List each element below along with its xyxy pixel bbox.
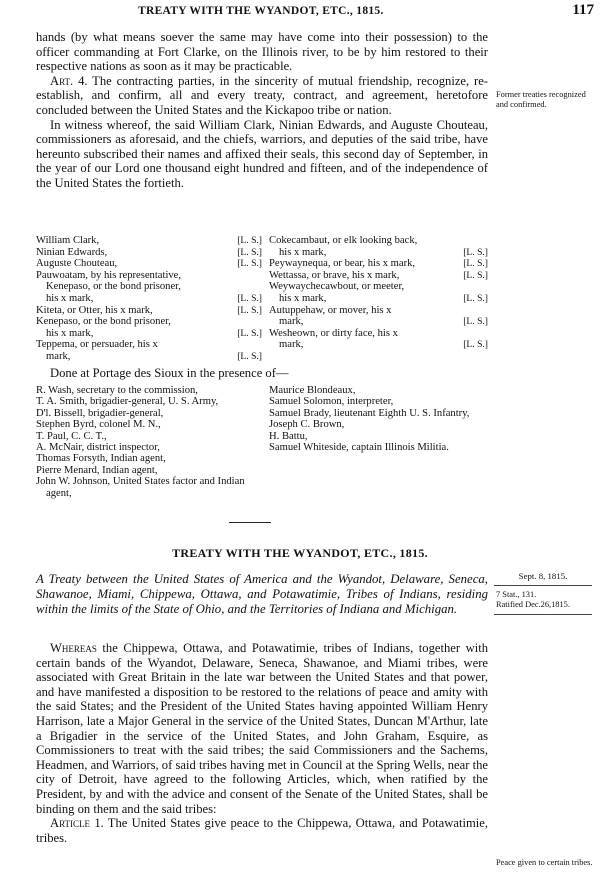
witness-entry: Samuel Brady, lieutenant Eighth U. S. Infantry, [269,407,470,419]
main-column-top [36,30,488,191]
witness-entry: Stephen Byrd, colonel M. N., [36,419,161,431]
article-1-label: Article 1. [50,816,104,831]
whereas-text: the Chippewa, Ottawa, and Potawatimie, tribes of Indians, together with certain bands of the Wyandot, Delaware, Seneca, Shawanoe, and Miami tribes, were associated with Great Britain in the late war between the United States and that power, and have manifested a disposition to be restored to the relations of peace and amity with the said States; and the President of the United States having appointed William Henry Harrison, late a Major General in the service of the United States, Duncan M'Arthur, late a Brigadier in the service of the United States, and John Graham, Esquire, as Commissioners to treat with the said tribes; the said Commissioners and the Sachems, Headmen, and Warriors, of said tribes having met in Council at the Spring Wells, near the city of Detroit, have agreed to the following Articles, which, when ratified by the President, by and with the advice and consent of the Senate of the United States, shall be binding on them and the said tribes: [36,641,488,816]
signature-entry [36,235,262,247]
witness-entry: Samuel Solomon, interpreter, [269,396,394,408]
witness-entry: R. Wash, secretary to the commission, [36,385,198,396]
signature-entry [269,328,488,351]
treaty-intro-block [36,572,488,616]
margin-note-stat: 7 Stat., 131. [496,590,537,599]
seal-mark: [L. S.] [463,316,488,328]
signature-entry [36,258,262,270]
witness-entry: T. A. Smith, brigadier-general, U. S. Army, [36,396,219,408]
seal-mark: [L. S.] [237,258,262,270]
signatures-left-column [36,235,262,363]
witness-entry: Pierre Menard, Indian agent, [36,464,158,476]
margin-note-date-rule [494,585,592,586]
signature-entry [269,235,488,258]
signature-name-line: mark, [279,339,304,351]
witness-entry: Samuel Whiteside, captain Illinois Militia. [269,442,449,454]
seal-mark: [L. S.] [237,235,262,246]
signature-name-line: Teppema, or persuader, his x [36,339,158,351]
witnesses-left-column [36,385,260,499]
seal-mark: [L. S.] [237,304,262,316]
witness-entry: John W. Johnson, United States factor and Indian agent, [36,476,245,499]
signature-name-line: Autuppehaw, or mover, his x [269,304,392,316]
signature-name-line: Pauwoatam, by his representative, [36,269,182,281]
signature-entry [36,270,262,305]
signature-entry [36,305,262,317]
signature-name-line: his x mark, [46,327,94,339]
signature-entry [36,247,262,259]
margin-note-ratified-rule [494,614,592,615]
done-at-line-wrap [36,366,488,381]
seal-mark: [L. S.] [237,292,262,304]
signature-name-line: Weywaychecawbout, or meeter, [269,281,405,293]
seal-mark: [L. S.] [463,246,488,258]
signature-entry [269,281,488,304]
witness-entry: Thomas Forsyth, Indian agent, [36,453,166,465]
seal-mark: [L. S.] [463,339,488,351]
signature-name-line: Kiteta, or Otter, his x mark, [36,304,153,316]
signature-name-line: Ninian Edwards, [36,246,108,258]
margin-note-former-treaties: Former treaties recognized and confirmed. [496,90,586,109]
page-number: 117 [572,2,594,18]
article-4-label: Art. 4. [50,73,88,88]
seal-mark: [L. S.] [463,292,488,304]
margin-note-ratified: Ratified Dec.26,1815. [496,600,570,609]
article-1-paragraph [36,816,488,845]
seal-mark: [L. S.] [237,246,262,258]
signature-entry [269,258,488,270]
treaty-title: TREATY WITH THE WYANDOT, ETC., 1815. [172,546,428,560]
witness-entry: D'l. Bissell, brigadier-general, [36,407,164,419]
signatures-right-column [269,235,488,351]
article-4-paragraph [36,74,488,118]
signature-name-line: Wettassa, or brave, his x mark, [269,269,400,281]
signature-entry [269,305,488,328]
running-head [0,2,600,23]
signature-name-line: Auguste Chouteau, [36,258,118,270]
margin-note-date: Sept. 8, 1815. [518,571,568,581]
section-divider [229,522,271,523]
signature-name-line: Peywaynequa, or bear, his x mark, [269,258,416,270]
signature-entry [269,270,488,282]
witness-clause-paragraph: In witness whereof, the said William Clark, Ninian Edwards, and Auguste Chouteau, commissioners as aforesaid, and the chiefs, warriors, and deputies of the said tribe, have hereunto subscribed their names and affixed their seals, this second day of September, in the year of our Lord one thousand eight hundred and fifteen, and of the independence of the United States the fortieth. [36,117,488,190]
signature-name-line: Kenepaso, or the bond prisoner, [36,316,171,328]
witnesses-right-column [269,385,488,453]
signature-name-line: mark, [46,350,71,362]
witness-entry: T. Paul, C. C. T., [36,430,107,442]
signature-name-line: his x mark, [46,292,94,304]
witness-entry: A. McNair, district inspector, [36,442,160,454]
whereas-label: Whereas [50,641,97,655]
main-column-bottom [36,641,488,845]
signature-entry [36,316,262,339]
seal-mark: [L. S.] [463,269,488,281]
witness-entry: Maurice Blondeaux, [269,385,356,396]
continued-paragraph: hands (by what means soever the same may have come into their possession) to the officer commanding at Fort Clarke, on the Illinois river, to be by him restored to their respective nations as soon as it may be practicable. [36,30,488,74]
signature-entry [36,339,262,362]
witness-entry: Joseph C. Brown, [269,419,345,431]
done-at-line: Done at Portage des Sioux in the presence of— [50,366,289,380]
treaty-intro: A Treaty between the United States of America and the Wyandot, Delaware, Seneca, Shawanoe, Miami, Chippewa, Ottawa, and Potawatimie, Tribes of Indians, residing within the limits of the State of Ohio, and the Territories of Indiana and Michigan. [36,572,488,616]
signature-name-line: Wesheown, or dirty face, his x [269,327,398,339]
article-1-text: The United States give peace to the Chippewa, Ottawa, and Potawatimie, tribes. [36,816,488,845]
seal-mark: [L. S.] [237,327,262,339]
article-4-text: The contracting parties, in the sincerity of mutual friendship, recognize, re-establish, and confirm, all and every treaty, contract, and agreement, heretofore concluded between the United States and the Kickapoo tribe or nation. [36,73,488,117]
running-title: TREATY WITH THE WYANDOT, ETC., 1815. [138,5,384,17]
signature-name-line: William Clark, [36,235,100,246]
signature-name-line: his x mark, [279,246,327,258]
signature-name-line: Kenepaso, or the bond prisoner, [46,281,181,293]
margin-note-peace: Peace given to certain tribes. [496,858,593,867]
seal-mark: [L. S.] [463,258,488,270]
whereas-paragraph [36,641,488,816]
seal-mark: [L. S.] [237,350,262,362]
witness-entry: H. Battu, [269,430,308,442]
signature-name-line: Cokecambaut, or elk looking back, [269,235,418,246]
signature-name-line: mark, [279,316,304,328]
signature-name-line: his x mark, [279,292,327,304]
